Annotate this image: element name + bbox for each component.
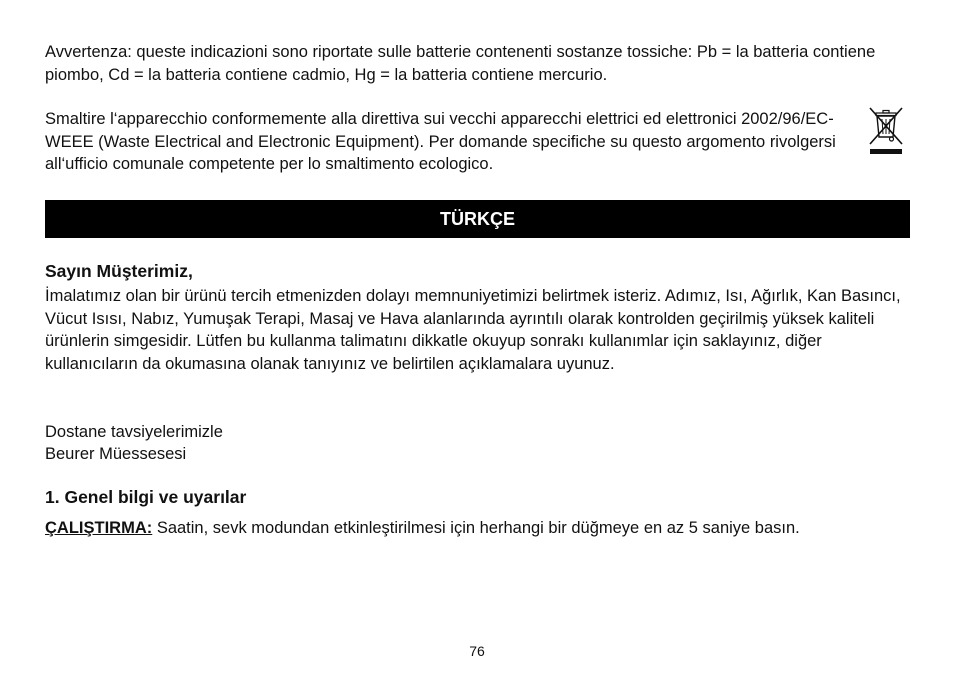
signoff-line-2: Beurer Müessesesi xyxy=(45,445,187,463)
start-text: Saatin, sevk modundan etkinleştirilmesi için herhangi bir düğmeye en az 5 saniye basın. xyxy=(152,519,800,537)
weee-disposal-paragraph: Smaltire l‘apparecchio conformemente alla direttiva sui vecchi apparecchi elettrici ed elettronici 2002/96/EC-WEEE (Waste Electrical and Electronic Equipment). Per domande specifiche su questo argomento rivolgersi all‘ufficio comunale competente per lo smaltimento ecologico. xyxy=(45,110,836,173)
section-title: TÜRKÇE xyxy=(440,209,515,229)
section-heading-general-info: 1. Genel bilgi ve uyarılar xyxy=(45,487,247,507)
signoff-line-1: Dostane tavsiyelerimizle xyxy=(45,423,223,441)
intro-paragraph: İmalatımız olan bir ürünü tercih etmenizden dolayı memnuniyetimizi belirtmek isteriz. Adımız, Isı, Ağırlık, Kan Basıncı, Vücut Isısı, Nabız, Yumuşak Terapi, Masaj ve Hava alanlarında ayrıntılı olarak kontrolden geçirilmiş yüksek kaliteli ürünlerin simgesidir. Lütfen bu kullanma talimatını dikkatle okuyup sonrakı kullanımlar için saklayınız, diğer kullanıcıların da okumasına olanak tanıyınız ve belirtilen açıklamalara uyunuz. xyxy=(45,287,901,373)
greeting-heading: Sayın Müşterimiz, xyxy=(45,261,193,281)
battery-warning-paragraph: Avvertenza: queste indicazioni sono riportate sulle batterie contenenti sostanze tossiche: Pb = la batteria contiene piombo, Cd = la batteria contiene cadmio, Hg = la batteria contiene mercurio. xyxy=(45,43,876,84)
start-label: ÇALIŞTIRMA: xyxy=(45,519,153,537)
section-title-banner xyxy=(45,200,910,238)
page-number: 76 xyxy=(469,643,485,659)
crossed-out-wheelie-bin-icon xyxy=(866,106,906,156)
start-instruction xyxy=(45,517,925,540)
